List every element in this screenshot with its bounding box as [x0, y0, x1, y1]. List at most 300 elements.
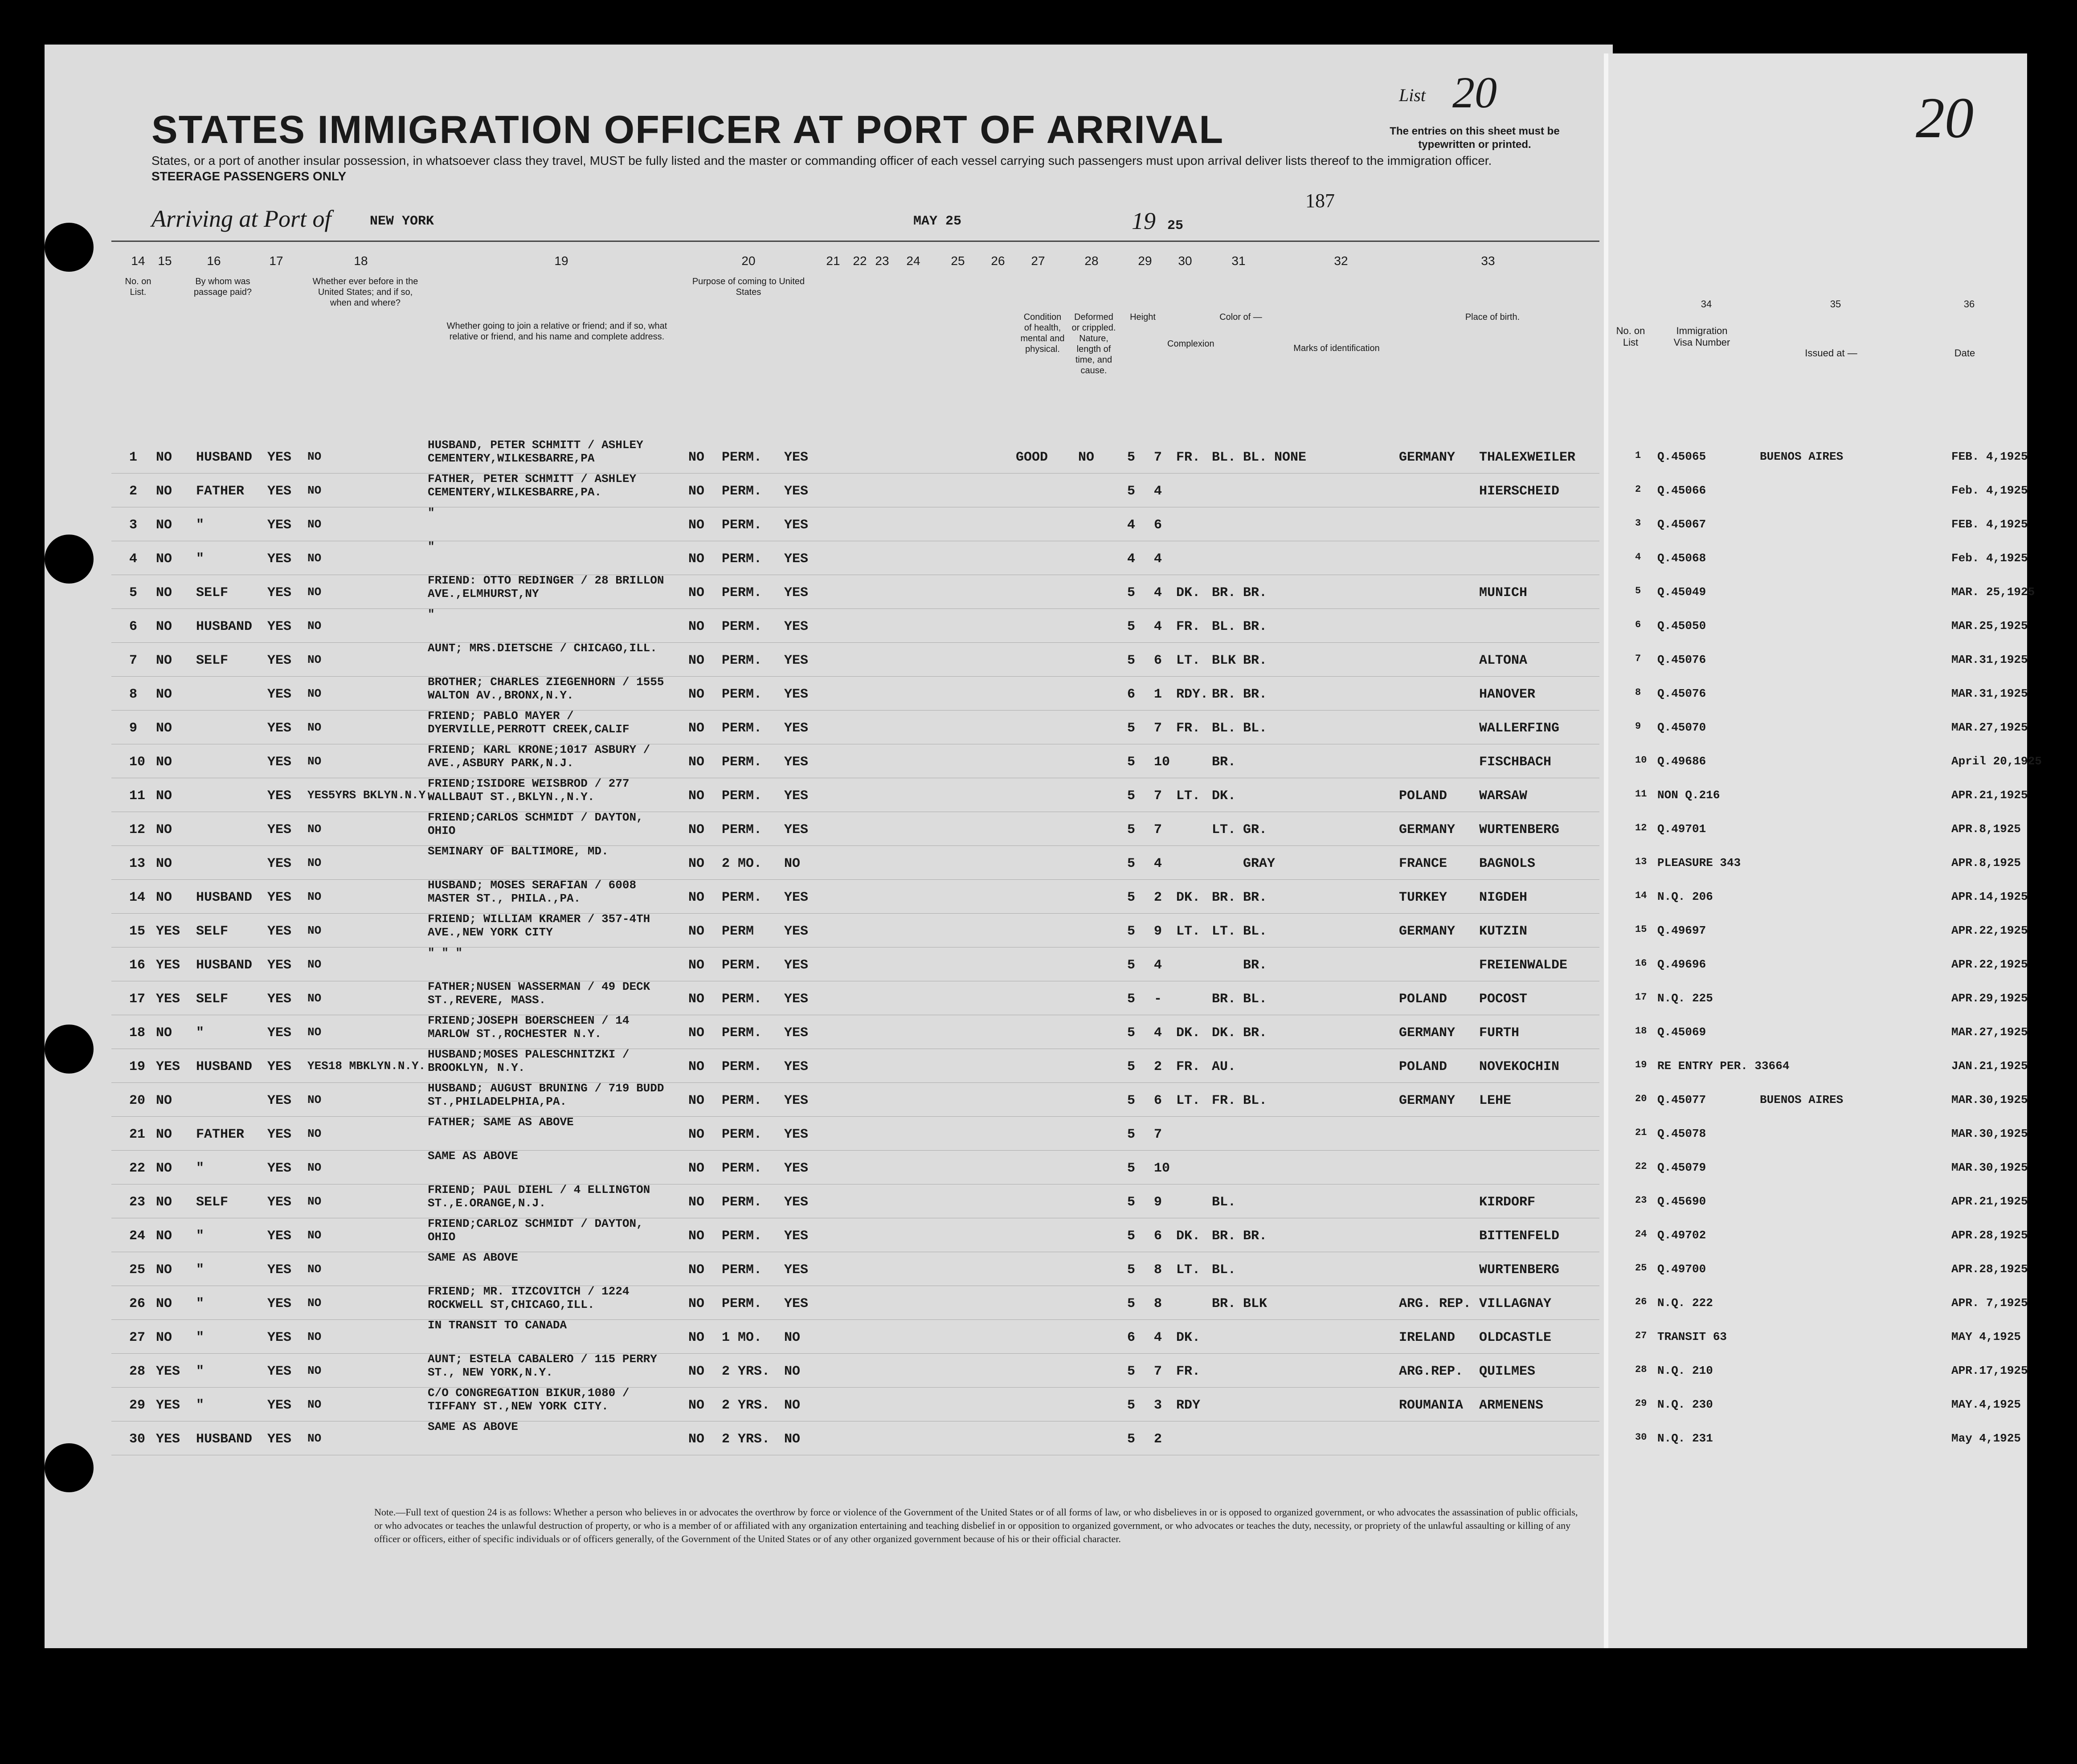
cell-eyes: BL.: [1243, 992, 1267, 1007]
port-value: NEW YORK: [370, 214, 434, 229]
cell-hair: DK.: [1212, 788, 1236, 804]
list-label: List: [1399, 85, 1426, 105]
cell-fifty: YES: [267, 619, 292, 634]
cell-eyes: BR.: [1243, 653, 1267, 668]
arriving-label: Arriving at Port of: [151, 205, 331, 232]
cell-country: GERMANY: [1399, 924, 1456, 939]
cell-before: NO: [307, 1330, 322, 1343]
cell-date: Feb. 4,1925: [1951, 551, 2028, 565]
cell-ticket: NO: [156, 1262, 172, 1278]
cell-ft: 5: [1127, 856, 1136, 871]
cell-eyes: BL.: [1243, 924, 1267, 939]
column-number: 27: [1031, 254, 1045, 268]
cell-no: 25: [129, 1262, 146, 1278]
cell-relative: FRIEND;CARLOS SCHMIDT / DAYTON, OHIO: [428, 811, 643, 837]
cell-purpose: NO: [688, 619, 705, 634]
cell-length: PERM.: [722, 721, 762, 736]
instructions-text: States, or a port of another insular possession, in whatsoever class they travel, MUST be fully listed and the master or commanding officer of each vessel carrying such passengers must upon arrival deliver lists thereof to the immigration officer.: [151, 154, 1492, 167]
cell-fifty: YES: [267, 992, 292, 1007]
cell-length: PERM.: [722, 958, 762, 973]
cell-hair: BR.: [1212, 992, 1236, 1007]
column-number: 28: [1084, 254, 1099, 268]
column-number: 29: [1138, 254, 1152, 268]
cell-eyes: BR.: [1243, 1025, 1267, 1041]
cell-purpose: NO: [688, 450, 705, 465]
cell-ft: 5: [1127, 1262, 1136, 1278]
cell-purpose: NO: [688, 1229, 705, 1244]
list-number: 20: [1452, 68, 1497, 117]
cell-purpose: NO: [688, 687, 705, 702]
cell-citizen: YES: [784, 653, 809, 668]
cell-ticket: NO: [156, 822, 172, 837]
cell-length: PERM.: [722, 992, 762, 1007]
column-number: 31: [1231, 254, 1246, 268]
cell-right-no: 15: [1635, 924, 1647, 935]
cell-relative: FRIEND;CARLOZ SCHMIDT / DAYTON, OHIO: [428, 1217, 643, 1244]
table-row: [0, 641, 2077, 678]
cell-city: THALEXWEILER: [1479, 450, 1576, 465]
cell-before: NO: [307, 687, 322, 700]
cell-citizen: YES: [784, 687, 809, 702]
cell-in: 2: [1154, 890, 1162, 905]
cell-date: FEB. 4,1925: [1951, 450, 2028, 463]
cell-complexion: FR.: [1176, 1364, 1201, 1379]
cell-date: APR.8,1925: [1951, 822, 2021, 836]
table-row: [0, 1321, 2077, 1355]
cell-city: BITTENFELD: [1479, 1229, 1560, 1244]
cell-relative: HUSBAND; AUGUST BRUNING / 719 BUDD ST.,PHILADELPHIA,PA.: [428, 1082, 664, 1108]
cell-country: FRANCE: [1399, 856, 1447, 871]
cell-ft: 5: [1127, 1161, 1136, 1176]
cell-right-no: 18: [1635, 1025, 1647, 1037]
cell-city: HANOVER: [1479, 687, 1536, 702]
cell-purpose: NO: [688, 755, 705, 770]
table-row: [0, 813, 2077, 847]
cell-country: GERMANY: [1399, 1025, 1456, 1041]
cell-right-no: 23: [1635, 1195, 1647, 1206]
cell-relative: ": [428, 506, 435, 519]
cell-visa: N.Q. 206: [1657, 890, 1713, 903]
cell-ft: 4: [1127, 551, 1136, 567]
cell-ft: 5: [1127, 1093, 1136, 1108]
cell-country: GERMANY: [1399, 450, 1456, 465]
cell-in: 7: [1154, 788, 1162, 804]
cell-citizen: YES: [784, 958, 809, 973]
cell-eyes: BR.: [1243, 958, 1267, 973]
cell-visa: Q.45066: [1657, 484, 1706, 497]
cell-right-no: 8: [1635, 687, 1641, 698]
cell-fifty: YES: [267, 924, 292, 939]
cell-length: PERM: [722, 924, 754, 939]
cell-city: HIERSCHEID: [1479, 484, 1560, 499]
cell-ft: 5: [1127, 653, 1136, 668]
cell-purpose: NO: [688, 992, 705, 1007]
cell-paid: ": [196, 1025, 204, 1041]
cell-length: PERM.: [722, 1093, 762, 1108]
cell-ticket: NO: [156, 1330, 172, 1345]
cell-issued: BUENOS AIRES: [1760, 450, 1844, 463]
cell-before: NO: [307, 1093, 322, 1107]
cell-length: PERM.: [722, 1059, 762, 1074]
cell-in: 4: [1154, 551, 1162, 567]
cell-date: MAR.27,1925: [1951, 1025, 2028, 1039]
cell-no: 24: [129, 1229, 146, 1244]
cell-in: 7: [1154, 1364, 1162, 1379]
cell-health: GOOD: [1016, 450, 1048, 465]
cell-right-no: 12: [1635, 822, 1647, 833]
cell-length: 1 MO.: [722, 1330, 762, 1345]
cell-ft: 5: [1127, 1127, 1136, 1142]
punch-hole: [45, 223, 94, 272]
cell-visa: Q.49697: [1657, 924, 1706, 937]
cell-length: 2 YRS.: [722, 1398, 770, 1413]
cell-ticket: NO: [156, 1127, 172, 1142]
cell-no: 28: [129, 1364, 146, 1379]
cell-hair: BR.: [1212, 1296, 1236, 1311]
cell-length: PERM.: [722, 822, 762, 837]
corner-number: 20: [1916, 86, 1974, 150]
cell-ticket: NO: [156, 1093, 172, 1108]
cell-fifty: YES: [267, 1398, 292, 1413]
cell-citizen: YES: [784, 1262, 809, 1278]
table-row: [0, 506, 2077, 543]
cell-country: ROUMANIA: [1399, 1398, 1464, 1413]
cell-in: 6: [1154, 1093, 1162, 1108]
table-row: [0, 1386, 2077, 1423]
cell-length: PERM.: [722, 619, 762, 634]
cell-complexion: LT.: [1176, 924, 1201, 939]
cell-citizen: YES: [784, 1127, 809, 1142]
cell-date: MAR.30,1925: [1951, 1093, 2028, 1107]
cell-relative: HUSBAND, PETER SCHMITT / ASHLEY CEMENTERY,WILKESBARRE,PA: [428, 438, 643, 465]
cell-paid: ": [196, 551, 204, 567]
cell-no: 8: [129, 687, 138, 702]
cell-before: NO: [307, 822, 322, 836]
cell-city: WARSAW: [1479, 788, 1528, 804]
cell-right-no: 4: [1635, 551, 1641, 563]
cell-no: 29: [129, 1398, 146, 1413]
cell-eyes: BL.: [1243, 721, 1267, 736]
cell-before: NO: [307, 924, 322, 937]
cell-paid: SELF: [196, 992, 229, 1007]
header-visa: Immigration Visa Number: [1673, 325, 1730, 348]
cell-relative: FRIEND: OTTO REDINGER / 28 BRILLON AVE.,ELMHURST,NY: [428, 574, 664, 600]
cell-citizen: YES: [784, 1025, 809, 1041]
cell-before: NO: [307, 551, 322, 565]
cell-date: MAR.27,1925: [1951, 721, 2028, 734]
cell-relative: FRIEND; PAUL DIEHL / 4 ELLINGTON ST.,E.ORANGE,N.J.: [428, 1183, 650, 1210]
column-number: 20: [741, 254, 756, 268]
cell-fifty: YES: [267, 958, 292, 973]
cell-paid: HUSBAND: [196, 1432, 253, 1447]
cell-ticket: NO: [156, 619, 172, 634]
cell-before: NO: [307, 1364, 322, 1377]
cell-citizen: YES: [784, 1229, 809, 1244]
cell-relative: ": [428, 608, 435, 621]
cell-purpose: NO: [688, 924, 705, 939]
cell-eyes: GRAY: [1243, 856, 1276, 871]
cell-no: 10: [129, 755, 146, 770]
table-row: [0, 1050, 2077, 1084]
cell-no: 21: [129, 1127, 146, 1142]
cell-in: 9: [1154, 924, 1162, 939]
cell-citizen: NO: [784, 1398, 801, 1413]
cell-in: 4: [1154, 1025, 1162, 1041]
cell-before: NO: [307, 856, 322, 870]
cell-relative: FRIEND; PABLO MAYER / DYERVILLE,PERROTT CREEK,CALIF: [428, 709, 630, 736]
cell-citizen: YES: [784, 1161, 809, 1176]
cell-date: MAR.30,1925: [1951, 1127, 2028, 1140]
cell-city: BAGNOLS: [1479, 856, 1536, 871]
cell-before: NO: [307, 992, 322, 1005]
cell-before: NO: [307, 1229, 322, 1242]
cell-in: 6: [1154, 1229, 1162, 1244]
table-row: [0, 1014, 2077, 1050]
cell-hair: BL.: [1212, 721, 1236, 736]
cell-fifty: YES: [267, 1195, 292, 1210]
cell-complexion: LT.: [1176, 653, 1201, 668]
cell-length: PERM.: [722, 1229, 762, 1244]
cell-ft: 5: [1127, 822, 1136, 837]
cell-deformed: NO: [1078, 450, 1095, 465]
cell-purpose: NO: [688, 1432, 705, 1447]
header-health: Condition of health, mental and physical.: [1020, 312, 1065, 354]
column-number: 26: [991, 254, 1005, 268]
cell-ft: 5: [1127, 484, 1136, 499]
entries-note: The entries on this sheet must be typewritten or printed.: [1390, 125, 1560, 151]
cell-date: May 4,1925: [1951, 1432, 2021, 1445]
cell-right-no: 28: [1635, 1364, 1647, 1375]
cell-right-no: 13: [1635, 856, 1647, 867]
cell-purpose: NO: [688, 1330, 705, 1345]
cell-relative: SEMINARY OF BALTIMORE, MD.: [428, 845, 609, 858]
cell-ticket: NO: [156, 1025, 172, 1041]
cell-no: 7: [129, 653, 138, 668]
cell-length: PERM.: [722, 450, 762, 465]
cell-before: NO: [307, 890, 322, 903]
cell-eyes: GR.: [1243, 822, 1267, 837]
cell-citizen: NO: [784, 856, 801, 871]
cell-in: 4: [1154, 585, 1162, 600]
cell-hair: BR.: [1212, 755, 1236, 770]
cell-country: GERMANY: [1399, 822, 1456, 837]
cell-purpose: NO: [688, 958, 705, 973]
cell-paid: HUSBAND: [196, 890, 253, 905]
cell-fifty: YES: [267, 721, 292, 736]
cell-city: QUILMES: [1479, 1364, 1536, 1379]
cell-country: POLAND: [1399, 788, 1447, 804]
cell-no: 26: [129, 1296, 146, 1311]
cell-fifty: YES: [267, 755, 292, 770]
cell-visa: Q.49701: [1657, 822, 1706, 836]
cell-hair: BR.: [1212, 890, 1236, 905]
cell-length: PERM.: [722, 1262, 762, 1278]
cell-in: 9: [1154, 1195, 1162, 1210]
cell-in: 8: [1154, 1262, 1162, 1278]
cell-no: 17: [129, 992, 146, 1007]
cell-before: NO: [307, 1296, 322, 1310]
table-top-border: [111, 241, 1599, 242]
cell-right-no: 7: [1635, 653, 1641, 664]
cell-purpose: NO: [688, 1127, 705, 1142]
cell-no: 13: [129, 856, 146, 871]
table-row: [0, 472, 2077, 509]
cell-ft: 5: [1127, 585, 1136, 600]
cell-in: 10: [1154, 755, 1170, 770]
cell-visa: TRANSIT 63: [1657, 1330, 1727, 1343]
cell-ticket: NO: [156, 755, 172, 770]
cell-eyes: BR.: [1243, 585, 1267, 600]
cell-length: PERM.: [722, 1161, 762, 1176]
cell-before: NO: [307, 721, 322, 734]
table-row: [0, 610, 2077, 644]
cell-in: 8: [1154, 1296, 1162, 1311]
cell-visa: N.Q. 230: [1657, 1398, 1713, 1411]
header-date: Date: [1954, 347, 1975, 359]
cell-complexion: LT.: [1176, 1262, 1201, 1278]
cell-fifty: YES: [267, 484, 292, 499]
cell-citizen: NO: [784, 1330, 801, 1345]
cell-citizen: YES: [784, 1296, 809, 1311]
cell-ticket: NO: [156, 1195, 172, 1210]
cell-ticket: NO: [156, 585, 172, 600]
cell-relative: FRIEND;ISIDORE WEISBROD / 277 WALLBAUT ST.,BKLYN.,N.Y.: [428, 777, 630, 804]
cell-length: PERM.: [722, 585, 762, 600]
cell-country: TURKEY: [1399, 890, 1447, 905]
cell-ft: 5: [1127, 788, 1136, 804]
cell-visa: Q.49696: [1657, 958, 1706, 971]
cell-citizen: YES: [784, 1093, 809, 1108]
column-number: 18: [354, 254, 368, 268]
column-number: 25: [951, 254, 965, 268]
cell-visa: PLEASURE 343: [1657, 856, 1741, 870]
cell-length: PERM.: [722, 755, 762, 770]
cell-hair: BR.: [1212, 687, 1236, 702]
cell-length: 2 YRS.: [722, 1364, 770, 1379]
column-number: 19: [554, 254, 568, 268]
cell-city: FISCHBACH: [1479, 755, 1552, 770]
cell-relative: BROTHER; CHARLES ZIEGENHORN / 1555 WALTON AV.,BRONX,N.Y.: [428, 675, 664, 702]
cell-no: 19: [129, 1059, 146, 1074]
cell-ticket: NO: [156, 1229, 172, 1244]
header-before: Whether ever before in the United States; and if so, when and where?: [312, 277, 418, 308]
cell-no: 20: [129, 1093, 146, 1108]
cell-right-no: 3: [1635, 518, 1641, 529]
cell-length: PERM.: [722, 687, 762, 702]
cell-no: 23: [129, 1195, 146, 1210]
table-row: [0, 847, 2077, 881]
cell-before: NO: [307, 1432, 322, 1445]
cell-purpose: NO: [688, 1059, 705, 1074]
cell-length: PERM.: [722, 1195, 762, 1210]
cell-citizen: YES: [784, 1195, 809, 1210]
cell-no: 9: [129, 721, 138, 736]
cell-in: 7: [1154, 1127, 1162, 1142]
cell-date: MAR.31,1925: [1951, 653, 2028, 666]
cell-relative: SAME AS ABOVE: [428, 1149, 518, 1163]
sheet-number: 187: [1305, 190, 1335, 212]
cell-in: 4: [1154, 856, 1162, 871]
cell-relative: C/O CONGREGATION BIKUR,1080 / TIFFANY ST.,NEW YORK CITY.: [428, 1386, 630, 1413]
cell-ft: 5: [1127, 890, 1136, 905]
steerage-label: STEERAGE PASSENGERS ONLY: [151, 169, 347, 183]
header-right-no: No. on List: [1616, 325, 1645, 348]
cell-before: NO: [307, 958, 322, 971]
cell-purpose: NO: [688, 890, 705, 905]
cell-relative: SAME AS ABOVE: [428, 1420, 518, 1433]
header-height: Height: [1130, 312, 1156, 322]
cell-complexion: LT.: [1176, 1093, 1201, 1108]
cell-city: FREIENWALDE: [1479, 958, 1568, 973]
year-prefix: 19: [1132, 208, 1156, 234]
cell-paid: SELF: [196, 1195, 229, 1210]
cell-before: NO: [307, 1127, 322, 1140]
cell-visa: Q.45077: [1657, 1093, 1706, 1107]
cell-citizen: NO: [784, 1432, 801, 1447]
cell-relative: FATHER, PETER SCHMITT / ASHLEY CEMENTERY,WILKESBARRE,PA.: [428, 472, 637, 499]
cell-date: FEB. 4,1925: [1951, 518, 2028, 531]
header-birthplace: Place of birth.: [1465, 312, 1520, 322]
cell-hair: AU.: [1212, 1059, 1236, 1074]
cell-purpose: NO: [688, 822, 705, 837]
column-number: 30: [1178, 254, 1192, 268]
cell-right-no: 21: [1635, 1127, 1647, 1138]
cell-city: OLDCASTLE: [1479, 1330, 1552, 1345]
column-number: 17: [269, 254, 283, 268]
cell-ft: 5: [1127, 1432, 1136, 1447]
cell-fifty: YES: [267, 1093, 292, 1108]
cell-ticket: NO: [156, 450, 172, 465]
cell-hair: BL.: [1212, 1195, 1236, 1210]
cell-purpose: NO: [688, 1296, 705, 1311]
cell-fifty: YES: [267, 1229, 292, 1244]
cell-relative: " " ": [428, 946, 463, 960]
cell-ticket: YES: [156, 1059, 180, 1074]
cell-right-no: 10: [1635, 755, 1647, 766]
cell-issued: BUENOS AIRES: [1760, 1093, 1844, 1107]
cell-ft: 6: [1127, 687, 1136, 702]
cell-no: 22: [129, 1161, 146, 1176]
cell-ft: 4: [1127, 518, 1136, 533]
cell-ticket: NO: [156, 788, 172, 804]
cell-date: APR.8,1925: [1951, 856, 2021, 870]
cell-ft: 5: [1127, 958, 1136, 973]
cell-before: NO: [307, 1161, 322, 1174]
header-no: No. on List.: [125, 277, 151, 297]
cell-relative: FATHER; SAME AS ABOVE: [428, 1115, 574, 1129]
cell-fifty: YES: [267, 518, 292, 533]
cell-in: 3: [1154, 1398, 1162, 1413]
cell-fifty: YES: [267, 822, 292, 837]
year-suffix: 25: [1167, 218, 1184, 233]
cell-paid: HUSBAND: [196, 619, 253, 634]
cell-fifty: YES: [267, 1330, 292, 1345]
cell-paid: ": [196, 1161, 204, 1176]
cell-complexion: DK.: [1176, 585, 1201, 600]
cell-fifty: YES: [267, 687, 292, 702]
cell-city: POCOST: [1479, 992, 1528, 1007]
cell-date: MAR. 25,1925: [1951, 585, 2035, 599]
cell-ticket: NO: [156, 1161, 172, 1176]
cell-visa: Q.45690: [1657, 1195, 1706, 1208]
cell-ticket: YES: [156, 958, 180, 973]
cell-in: 2: [1154, 1432, 1162, 1447]
cell-city: LEHE: [1479, 1093, 1512, 1108]
cell-country: IRELAND: [1399, 1330, 1456, 1345]
table-row: [0, 709, 2077, 746]
cell-visa: NON Q.216: [1657, 788, 1720, 802]
cell-no: 2: [129, 484, 138, 499]
